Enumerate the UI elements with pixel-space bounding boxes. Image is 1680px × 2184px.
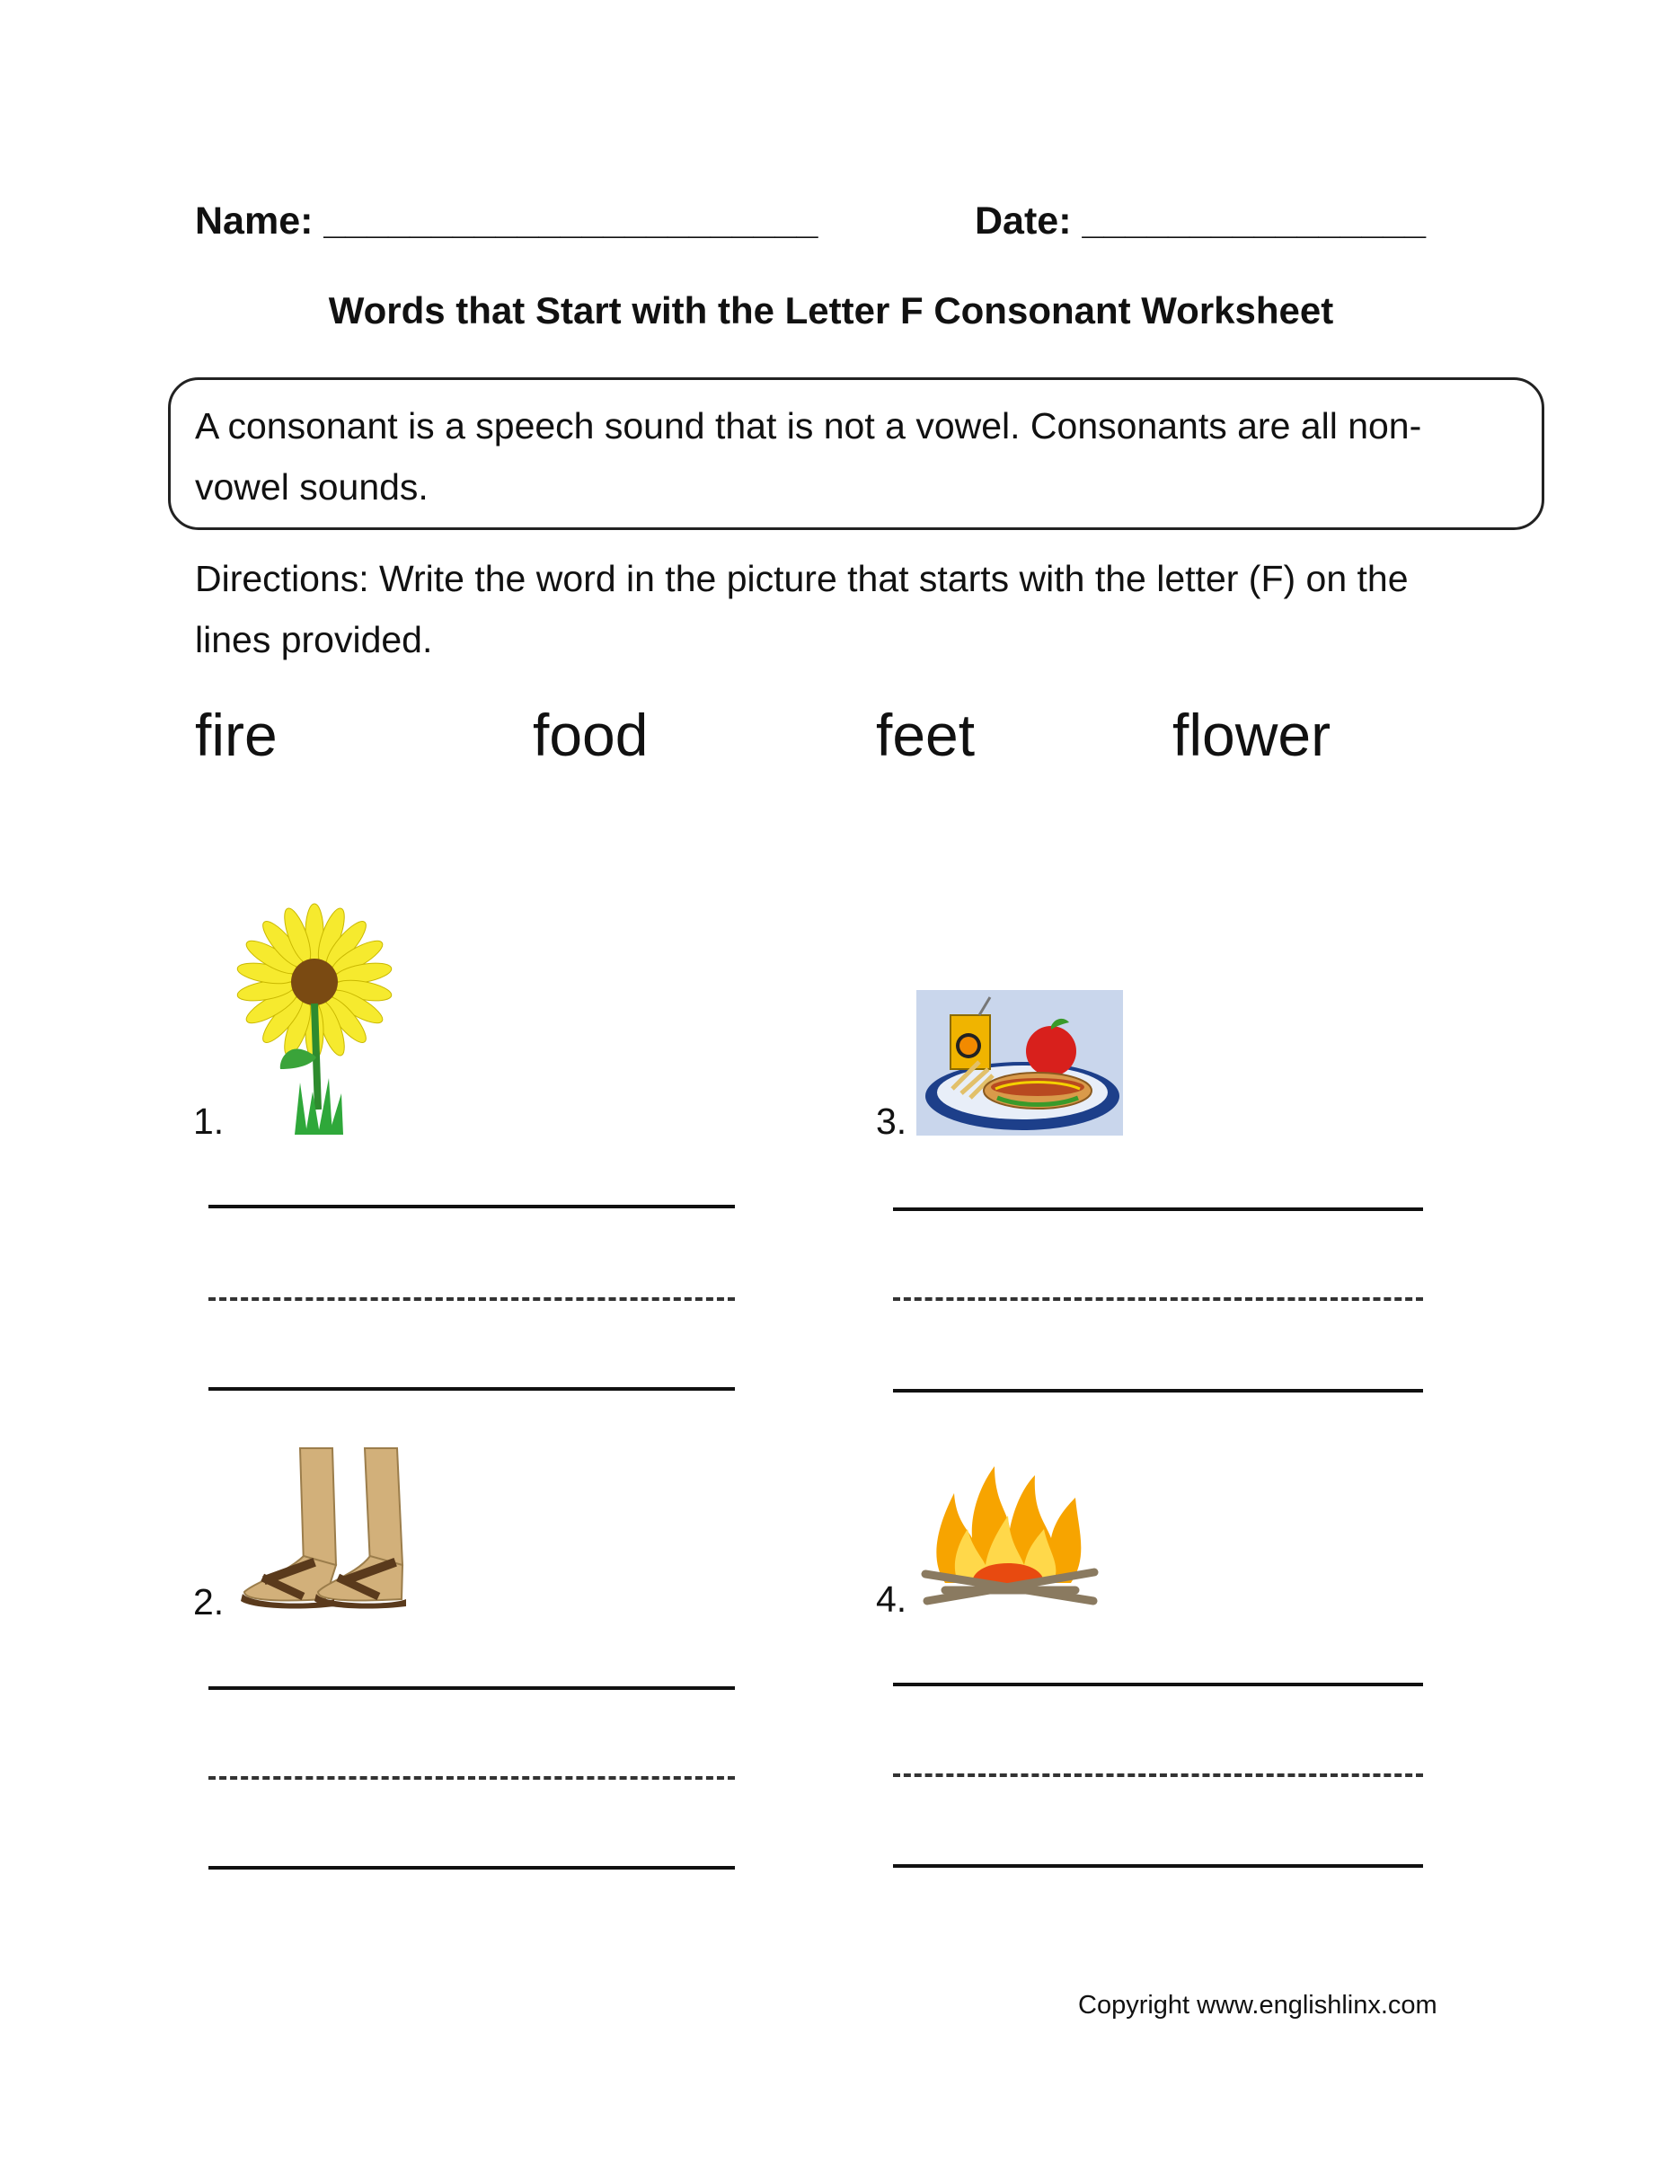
date-field[interactable]: Date: ________________: [975, 199, 1427, 243]
sandals-feet-icon: [235, 1448, 415, 1610]
name-field[interactable]: Name: _______________________: [195, 199, 818, 243]
answer-line[interactable]: [893, 1207, 1423, 1211]
worksheet-title: Words that Start with the Letter F Consonant Worksheet: [328, 289, 1334, 332]
definition-text: A consonant is a speech sound that is not a vowel. Consonants are all non-vowel sounds.: [195, 405, 1422, 508]
answer-line[interactable]: [893, 1389, 1423, 1393]
item-number: 4.: [876, 1578, 907, 1620]
answer-guide-line: [893, 1297, 1423, 1301]
item-number: 1.: [193, 1101, 225, 1142]
answer-line[interactable]: [208, 1686, 735, 1690]
answer-guide-line: [208, 1297, 735, 1301]
word-bank-item: food: [533, 702, 649, 768]
answer-line[interactable]: [208, 1387, 735, 1391]
answer-guide-line: [208, 1776, 735, 1780]
food-plate-icon: [916, 990, 1123, 1136]
campfire-icon: [918, 1457, 1102, 1608]
sunflower-icon: [235, 903, 388, 1136]
word-bank-item: flower: [1172, 702, 1331, 768]
answer-line[interactable]: [893, 1864, 1423, 1868]
item-number: 3.: [876, 1101, 907, 1142]
word-bank-item: feet: [876, 702, 976, 768]
copyright-text: Copyright www.englishlinx.com: [1078, 1991, 1437, 2020]
answer-line[interactable]: [893, 1683, 1423, 1686]
answer-guide-line: [893, 1773, 1423, 1777]
item-number: 2.: [193, 1581, 225, 1623]
answer-line[interactable]: [208, 1205, 735, 1208]
word-bank-item: fire: [195, 702, 278, 768]
answer-line[interactable]: [208, 1866, 735, 1870]
directions-text: Directions: Write the word in the picture that starts with the letter (F) on the lines provided.: [195, 558, 1409, 660]
